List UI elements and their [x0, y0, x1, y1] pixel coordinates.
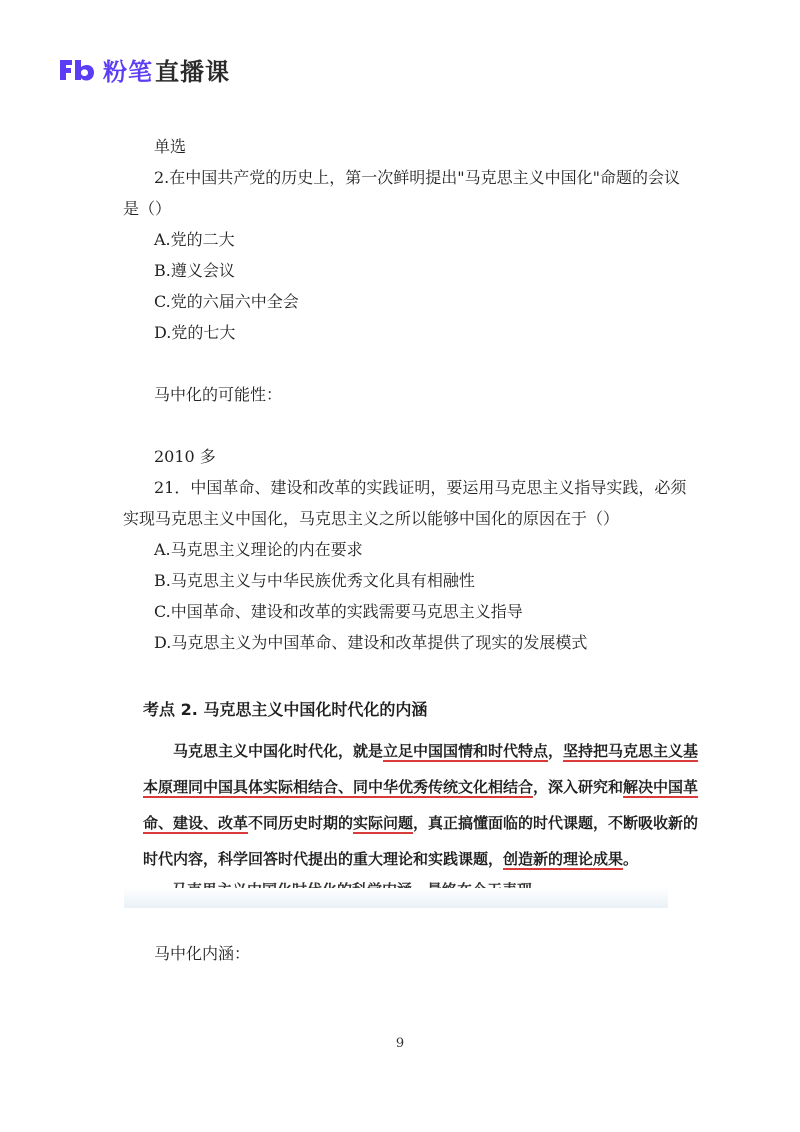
document-body [123, 131, 687, 658]
excerpt-text: ，真正搞懂面临的时代课题，不断吸收新的 [413, 814, 699, 832]
question-type: 单选 [154, 137, 187, 156]
excerpt-line-3 [143, 805, 699, 841]
question-1-option-b: B.遵义会议 [154, 261, 235, 280]
question-2-stem-line-1: 21．中国革命、建设和改革的实践证明，要运用马克思主义指导实践，必须 [154, 478, 687, 497]
excerpt-line-4 [143, 841, 658, 877]
question-1-option-c: C.党的六届六中全会 [154, 292, 299, 311]
excerpt-underline: 立足中国国情和时代特点 [383, 742, 549, 760]
excerpt-underline: 本原理同中国具体实际相结合、同中华优秀传统文化相结合 [143, 778, 534, 796]
textbook-excerpt [124, 683, 699, 903]
spacer [123, 348, 683, 379]
excerpt-underline: 解决中国革 [623, 778, 699, 796]
question-2-option-a: A.马克思主义理论的内在要求 [154, 540, 363, 559]
question-2-option-b: B.马克思主义与中华民族优秀文化具有相融性 [154, 571, 475, 590]
excerpt-title: 考点 2. 马克思主义中国化时代化的内涵 [143, 700, 428, 719]
excerpt-text: ，深入研究和 [533, 778, 624, 796]
excerpt-text: ， [548, 742, 564, 760]
logo-brand: 粉笔 [103, 58, 153, 86]
question-1-option-a: A.党的二大 [154, 230, 235, 249]
excerpt-underline: 创造新的理论成果 [503, 850, 624, 868]
excerpt-text: 。 [623, 850, 639, 868]
logo-subtitle: 直播课 [155, 58, 230, 86]
excerpt-text: 马克思主义中国化时代化，就是 [173, 742, 384, 760]
note-connotation: 马中化内涵： [154, 944, 251, 963]
page-number: 9 [395, 1036, 405, 1051]
logo-text [103, 52, 230, 87]
excerpt-line-2 [143, 769, 699, 805]
excerpt-text: 时代内容，科学回答时代提出的重大理论和实践课题， [143, 850, 504, 868]
excerpt-text: 不同历史时期的 [248, 814, 354, 832]
excerpt-body [143, 733, 699, 877]
question-2-stem-line-2: 实现马克思主义中国化，马克思主义之所以能够中国化的原因在于（） [123, 509, 620, 528]
excerpt-underline: 坚持把马克思主义基 [563, 742, 699, 760]
question-1-option-d: D.党的七大 [154, 323, 236, 342]
question-1-stem-line-1: 2.在中国共产党的历史上，第一次鲜明提出"马克思主义中国化"命题的会议 [154, 168, 680, 187]
excerpt-line-1 [143, 733, 699, 769]
question-2-option-d: D.马克思主义为中国革命、建设和改革提供了现实的发展模式 [154, 633, 588, 652]
excerpt-underline: 实际问题 [353, 814, 414, 832]
question-1-stem-line-2: 是（） [123, 199, 172, 218]
spacer [123, 410, 683, 441]
brand-logo [57, 52, 230, 87]
excerpt-cut-edge [124, 888, 668, 908]
question-2-option-c: C.中国革命、建设和改革的实践需要马克思主义指导 [154, 602, 523, 621]
question-2-year: 2010 多 [154, 447, 216, 466]
excerpt-underline: 命、建设、改革 [143, 814, 249, 832]
fb-logo-icon [57, 56, 95, 84]
note-possibility: 马中化的可能性： [154, 385, 283, 404]
